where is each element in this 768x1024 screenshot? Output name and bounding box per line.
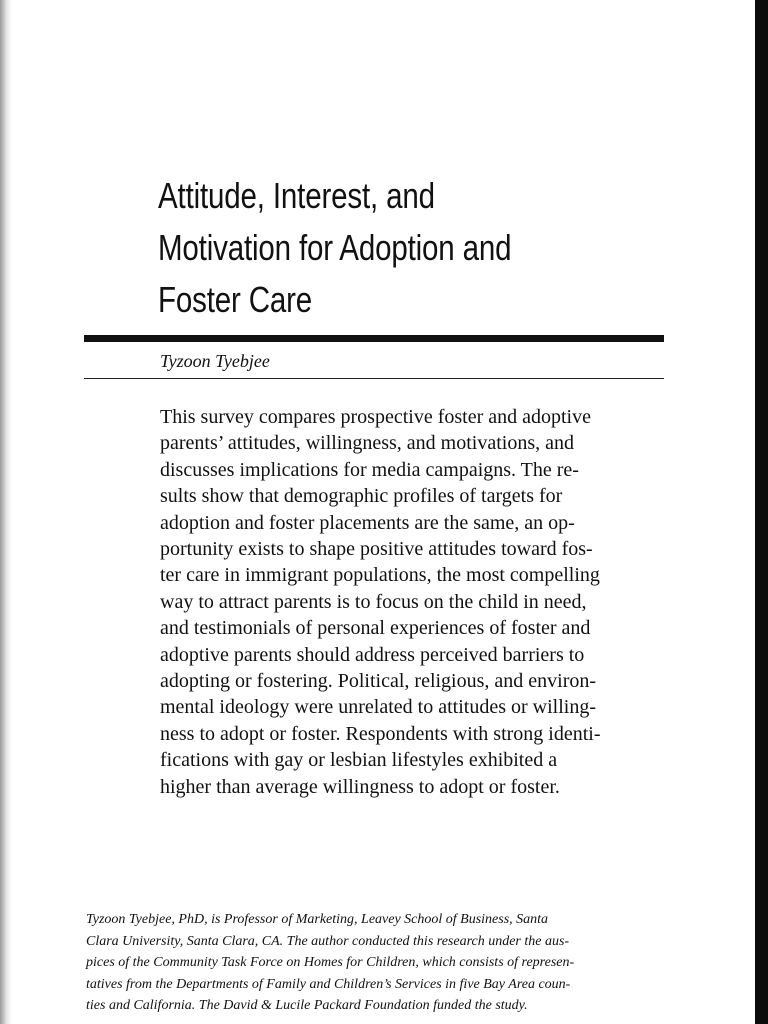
- author-name: Tyzoon Tyebjee: [160, 351, 270, 371]
- abstract-line: adoptive parents should address perceived barriers to: [160, 643, 585, 666]
- abstract-line: fications with gay or lesbian lifestyles exhibited a: [160, 749, 558, 772]
- abstract-line: adopting or fostering. Political, religious, and environ-: [160, 670, 597, 693]
- footnote-line: tatives from the Departments of Family and Children’s Services in five Bay Area coun-: [86, 976, 571, 992]
- abstract: [160, 404, 680, 800]
- abstract-line: mental ideology were unrelated to attitudes or willing-: [160, 696, 596, 719]
- abstract-line: way to attract parents is to focus on the child in need,: [160, 590, 587, 613]
- abstract-line: ter care in immigrant populations, the most compelling: [160, 564, 600, 587]
- abstract-line: ness to adopt or foster. Respondents with strong identi-: [160, 722, 601, 745]
- footnote-line: Clara University, Santa Clara, CA. The author conducted this research under the aus-: [86, 933, 570, 949]
- footnote-line: Tyzoon Tyebjee, PhD, is Professor of Marketing, Leavey School of Business, Santa: [86, 912, 549, 927]
- title-line: Motivation for Adoption and: [158, 227, 512, 269]
- title-divider-thick: [84, 335, 664, 342]
- abstract-line: This survey compares prospective foster and adoptive: [160, 406, 591, 428]
- title-line: Foster Care: [158, 279, 313, 321]
- abstract-line: sults show that demographic profiles of targets for: [160, 485, 563, 508]
- title-line: Attitude, Interest, and: [158, 175, 435, 217]
- abstract-line: parents’ attitudes, willingness, and motivations, and: [160, 432, 575, 455]
- abstract-line: portunity exists to shape positive attitudes toward fos-: [160, 538, 593, 561]
- abstract-line: discusses implications for media campaigns. The re-: [160, 458, 579, 481]
- abstract-line: adoption and foster placements are the same, an op-: [160, 511, 575, 534]
- page-edge-shadow: [0, 0, 12, 1024]
- footnote-line: pices of the Community Task Force on Homes for Children, which consists of represen-: [86, 955, 575, 970]
- abstract-line: higher than average willingness to adopt or foster.: [160, 775, 560, 798]
- article-title: [158, 170, 617, 326]
- author-footnote: [86, 909, 666, 1017]
- abstract-line: and testimonials of personal experiences of foster and: [160, 617, 591, 640]
- author-divider-thin: [84, 378, 664, 379]
- footnote-line: ties and California. The David & Lucile Packard Foundation funded the study.: [86, 998, 528, 1013]
- scan-border-strip: [755, 0, 768, 1024]
